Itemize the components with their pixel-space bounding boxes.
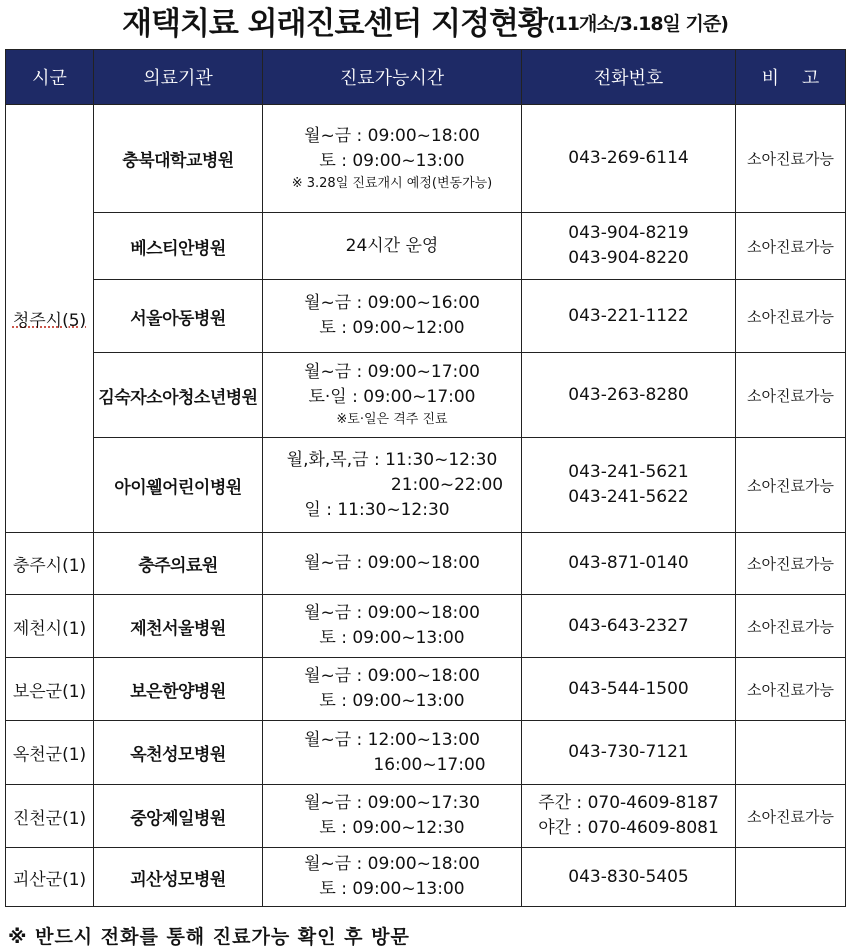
- table-row: [6, 353, 846, 438]
- hospital-name: 충북대학교병원: [94, 105, 263, 213]
- remark-cell: 소아진료가능: [736, 533, 846, 595]
- hours-line: 토 : 09:00~13:00: [319, 628, 465, 648]
- phone-number: 043-904-8220: [568, 248, 689, 268]
- table-row: [6, 721, 846, 785]
- hours-line: 토 : 09:00~13:00: [319, 150, 465, 171]
- hours-cell: [263, 658, 522, 721]
- remark-cell: 소아진료가능: [736, 105, 846, 213]
- hours-line: 21:00~22:00: [390, 474, 504, 495]
- region-cell: 충주시(1): [6, 533, 94, 595]
- remark-cell: 소아진료가능: [736, 595, 846, 658]
- hospital-name: 중앙제일병원: [94, 785, 263, 848]
- hospital-name: 괴산성모병원: [94, 848, 263, 907]
- hours-cell: [263, 353, 522, 438]
- hours-line: 토 : 09:00~13:00: [319, 879, 465, 899]
- hours-line: 월~금 : 09:00~18:00: [304, 603, 480, 623]
- remark-cell: [736, 848, 846, 907]
- hospital-name: 보은한양병원: [94, 658, 263, 721]
- hospital-name: 김숙자소아청소년병원: [94, 353, 263, 438]
- table-row: [6, 595, 846, 658]
- table-row: [6, 438, 846, 533]
- header-region: 시군: [6, 50, 94, 105]
- hours-cell: [263, 785, 522, 848]
- hours-line: 토 : 09:00~12:30: [319, 818, 465, 838]
- region-cell: 보은군(1): [6, 658, 94, 721]
- phone-cell: [522, 721, 736, 785]
- phone-number: 주간 : 070-4609-8187: [538, 793, 719, 813]
- table-row: [6, 280, 846, 353]
- hours-line: 월~금 : 09:00~18:00: [304, 666, 480, 686]
- phone-cell: [522, 785, 736, 848]
- header-hospital: 의료기관: [94, 50, 263, 105]
- phone-number: 043-643-2327: [568, 615, 689, 636]
- hospital-name: 베스티안병원: [94, 213, 263, 280]
- hours-line: 월~금 : 12:00~13:00: [304, 729, 480, 750]
- phone-cell: [522, 280, 736, 353]
- table-row: [6, 213, 846, 280]
- hours-cell: [263, 105, 522, 213]
- phone-number: 야간 : 070-4609-8081: [538, 818, 719, 838]
- region-cell: 제천시(1): [6, 595, 94, 658]
- hours-note: ※토·일은 격주 진료: [336, 412, 448, 427]
- hours-cell: [263, 280, 522, 353]
- header-remark: 비 고: [736, 50, 846, 105]
- remark-cell: 소아진료가능: [736, 438, 846, 533]
- phone-cell: [522, 533, 736, 595]
- remark-cell: [736, 721, 846, 785]
- phone-cell: [522, 848, 736, 907]
- phone-cell: [522, 438, 736, 533]
- phone-number: 043-221-1122: [568, 305, 689, 326]
- header-phone: 전화번호: [522, 50, 736, 105]
- region-cell: 괴산군(1): [6, 848, 94, 907]
- remark-cell: 소아진료가능: [736, 213, 846, 280]
- hours-line: 월~금 : 09:00~17:00: [304, 362, 480, 382]
- region-cell: [6, 105, 94, 533]
- hours-cell: [263, 213, 522, 280]
- hours-line: 24시간 운영: [345, 235, 439, 256]
- phone-cell: [522, 595, 736, 658]
- remark-cell: 소아진료가능: [736, 280, 846, 353]
- phone-cell: [522, 658, 736, 721]
- table-row: [6, 658, 846, 721]
- hours-cell: [263, 721, 522, 785]
- hours-cell: [263, 533, 522, 595]
- hours-line: 월~금 : 09:00~18:00: [304, 854, 480, 874]
- title-subtitle: (11개소/3.18일 기준): [546, 13, 728, 35]
- hospital-table: [5, 49, 846, 907]
- hours-line: 토·일 : 09:00~17:00: [308, 387, 476, 407]
- phone-number: 043-544-1500: [568, 678, 689, 699]
- hospital-name: 아이웰어린이병원: [94, 438, 263, 533]
- phone-number: 043-730-7121: [568, 742, 689, 762]
- hours-line: 일 : 11:30~12:30: [304, 499, 450, 520]
- hospital-name: 옥천성모병원: [94, 721, 263, 785]
- phone-number: 043-263-8280: [568, 384, 689, 405]
- phone-number: 043-904-8219: [568, 223, 689, 243]
- region-label: 청주시(5): [12, 311, 87, 331]
- hospital-name: 제천서울병원: [94, 595, 263, 658]
- hours-line: 월,화,목,금 : 11:30~12:30: [286, 449, 498, 470]
- phone-number: 043-241-5622: [568, 487, 689, 507]
- table-row: [6, 848, 846, 907]
- phone-number: 043-830-5405: [568, 866, 689, 887]
- table-row: [6, 785, 846, 848]
- hospital-name: 서울아동병원: [94, 280, 263, 353]
- hours-cell: [263, 438, 522, 533]
- hours-line: 월~금 : 09:00~18:00: [304, 553, 480, 573]
- region-cell: 옥천군(1): [6, 721, 94, 785]
- phone-number: 043-871-0140: [568, 553, 689, 573]
- hours-line: 16:00~17:00: [373, 754, 486, 775]
- table-row: [6, 105, 846, 213]
- phone-number: 043-241-5621: [568, 462, 689, 482]
- hospital-name: 충주의료원: [94, 533, 263, 595]
- footer-note: ※ 반드시 전화를 통해 진료가능 확인 후 방문: [8, 926, 410, 948]
- hours-line: 월~금 : 09:00~16:00: [304, 293, 480, 313]
- table-header-row: [6, 50, 846, 105]
- phone-number: 043-269-6114: [568, 148, 689, 168]
- hours-line: 토 : 09:00~12:00: [319, 318, 465, 338]
- phone-cell: [522, 105, 736, 213]
- hours-line: 월~금 : 09:00~18:00: [304, 125, 480, 146]
- hours-line: 월~금 : 09:00~17:30: [304, 793, 480, 813]
- phone-cell: [522, 353, 736, 438]
- title-main: 재택치료 외래진료센터 지정현황: [122, 6, 547, 42]
- table-row: [6, 533, 846, 595]
- remark-cell: 소아진료가능: [736, 658, 846, 721]
- region-cell: 진천군(1): [6, 785, 94, 848]
- page-title: [0, 0, 850, 48]
- phone-cell: [522, 213, 736, 280]
- remark-cell: 소아진료가능: [736, 353, 846, 438]
- remark-cell: 소아진료가능: [736, 785, 846, 848]
- header-hours: 진료가능시간: [263, 50, 522, 105]
- hours-cell: [263, 595, 522, 658]
- hours-note: ※ 3.28일 진료개시 예정(변동가능): [291, 175, 493, 191]
- hours-cell: [263, 848, 522, 907]
- hours-line: 토 : 09:00~13:00: [319, 691, 465, 711]
